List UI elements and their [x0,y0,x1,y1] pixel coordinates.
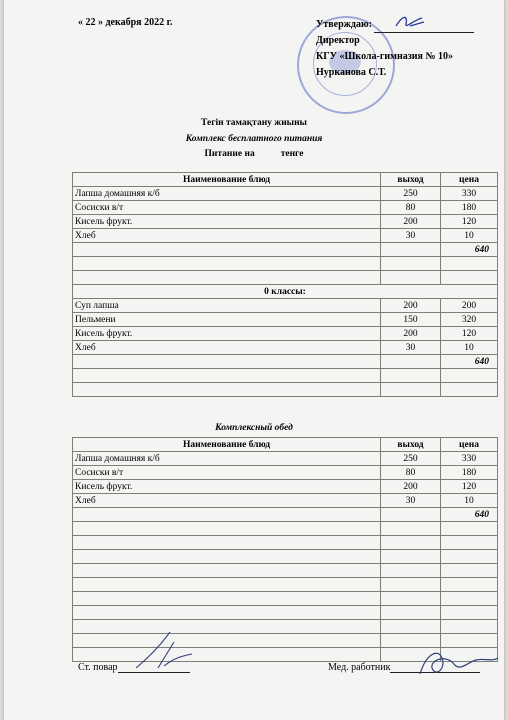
price-line-left: Питание на [204,149,255,159]
approve-label: Утверждаю: [316,19,372,30]
empty-row [73,550,498,564]
empty-row [73,578,498,592]
table-header-row [73,438,498,452]
approve-org: КГУ «Школа-гимназия № 10» [316,51,453,62]
cook-signature [134,628,194,674]
document-page [4,0,504,720]
cook-label: Ст. повар [78,662,118,673]
empty-row [73,564,498,578]
table-row: Кисель фрукт. 200 120 [73,215,498,229]
approve-role: Директор [316,35,360,46]
table-row: Лапша домашняя к/б 250 330 [73,452,498,466]
total-row [73,355,498,369]
section-label: 0 классы: [73,285,498,299]
table-row: Лапша домашняя к/б 250 330 [73,187,498,201]
medic-signature [416,644,500,680]
total-row [73,243,498,257]
empty-row [73,606,498,620]
table-row: Пельмени 150 320 [73,313,498,327]
table-row: Кисель фрукт. 200 120 [73,327,498,341]
header-output: выход [381,438,441,452]
table-row: Суп лапша 200 200 [73,299,498,313]
director-signature [392,10,428,32]
price-line-right: тенге [280,149,304,159]
price-line [4,149,504,159]
header-price: цена [441,173,498,187]
empty-row [73,592,498,606]
total-row [73,508,498,522]
title-kz: Тегін тамақтану жиыны [201,118,307,128]
total-value: 640 [441,243,498,257]
table-row: Сосиски в/т 80 180 [73,466,498,480]
table-header-row [73,173,498,187]
free-meal-table [72,172,498,397]
table-row: Сосиски в/т 80 180 [73,201,498,215]
table-row: Хлеб 30 10 [73,494,498,508]
header-output: выход [381,173,441,187]
section-row [73,285,498,299]
empty-row [73,536,498,550]
approve-signature-line [374,32,474,33]
empty-row [73,257,498,271]
header-price: цена [441,438,498,452]
table-row: Хлеб 30 10 [73,229,498,243]
medic-label: Мед. работник [328,662,391,673]
empty-row [73,369,498,383]
title-lunch: Комплексный обед [215,423,293,433]
table-row: Кисель фрукт. 200 120 [73,480,498,494]
approve-name: Нурканова С.Т. [316,67,387,78]
total-value: 640 [441,508,498,522]
header-name: Наименование блюд [73,173,381,187]
total-value: 640 [441,355,498,369]
empty-row [73,271,498,285]
table-row: Хлеб 30 10 [73,341,498,355]
title-ru: Комплекс бесплатного питания [185,134,323,144]
empty-row [73,383,498,397]
document-date: « 22 » декабря 2022 г. [78,17,173,28]
header-name: Наименование блюд [73,438,381,452]
empty-row [73,522,498,536]
